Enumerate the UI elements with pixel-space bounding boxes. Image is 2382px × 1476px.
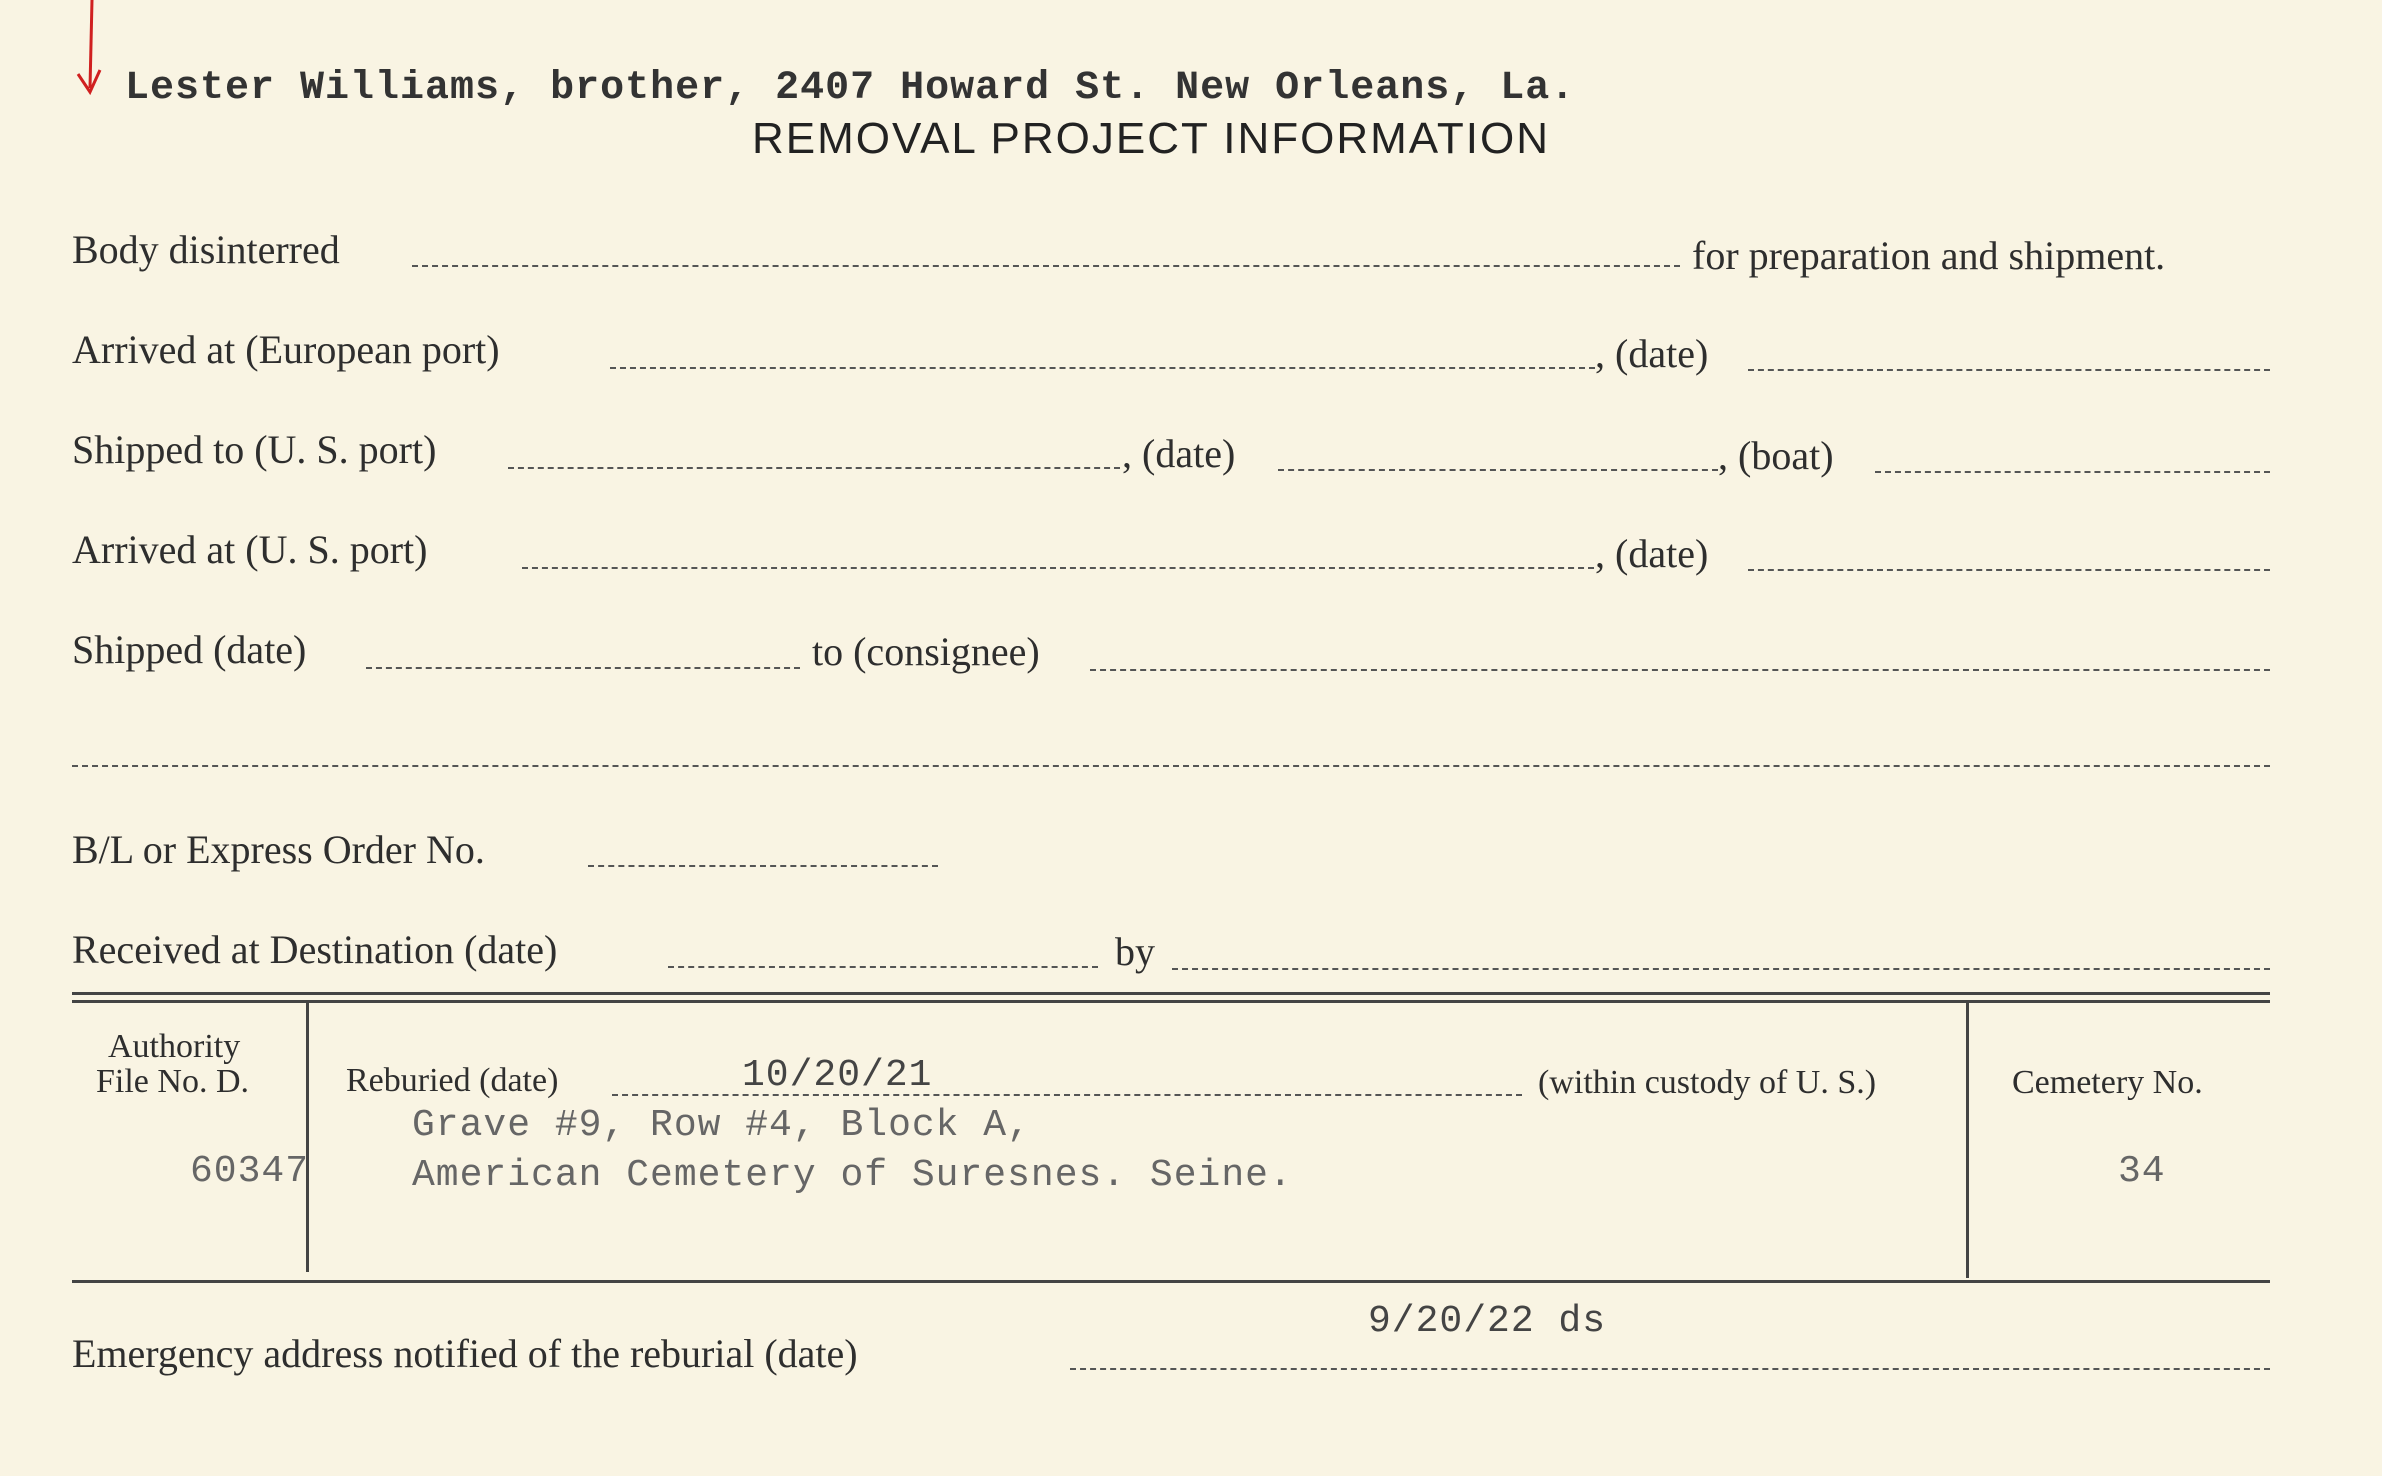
reburied-date: 10/20/21	[742, 1054, 933, 1097]
file-no-value: 60347	[190, 1150, 310, 1193]
blank-consignee-continued	[72, 765, 2270, 767]
blank-date-3	[1748, 569, 2270, 571]
blank-consignee	[1090, 669, 2270, 671]
blank-received-date	[668, 966, 1098, 968]
label-boat: , (boat)	[1718, 433, 1834, 478]
cemetery-no-label: Cemetery No.	[2012, 1064, 2203, 1101]
label-date-2: , (date)	[1122, 431, 1236, 476]
typed-header-line: Lester Williams, brother, 2407 Howard St. New Orleans, La.	[125, 66, 1576, 111]
blank-boat	[1875, 471, 2270, 473]
table-divider-right	[1966, 1002, 1969, 1278]
label-shipped-to: Shipped to (U. S. port)	[72, 427, 437, 472]
blank-emergency-date	[1070, 1368, 2270, 1370]
blank-date-2	[1278, 469, 1718, 471]
authority-label: Authority	[108, 1028, 241, 1065]
label-by: by	[1115, 929, 1155, 974]
label-to-consignee: to (consignee)	[812, 629, 1040, 674]
custody-label: (within custody of U. S.)	[1538, 1064, 1877, 1101]
label-received: Received at Destination (date)	[72, 927, 558, 972]
label-for-preparation: for preparation and shipment.	[1692, 233, 2166, 278]
emergency-label: Emergency address notified of the reburial (date)	[72, 1331, 858, 1376]
table-top-rule-2	[72, 1000, 2270, 1003]
blank-date-1	[1748, 369, 2270, 371]
label-arrived-us: Arrived at (U. S. port)	[72, 527, 428, 572]
blank-arrived-european	[610, 367, 1595, 369]
card-title: REMOVAL PROJECT INFORMATION	[752, 114, 1550, 163]
table-divider-left	[306, 1002, 309, 1272]
file-no-label: File No. D.	[96, 1063, 249, 1100]
blank-shipped-to	[508, 467, 1120, 469]
table-bottom-rule	[72, 1280, 2270, 1283]
cemetery-name: American Cemetery of Suresnes. Seine.	[412, 1154, 1293, 1197]
label-bl-order: B/L or Express Order No.	[72, 827, 485, 872]
label-shipped-date: Shipped (date)	[72, 627, 307, 672]
blank-body-disinterred	[412, 265, 1680, 267]
label-date-3: , (date)	[1595, 531, 1709, 576]
label-arrived-european: Arrived at (European port)	[72, 327, 500, 372]
label-body-disinterred: Body disinterred	[72, 227, 340, 272]
reburied-label: Reburied (date)	[346, 1062, 559, 1099]
grave-location: Grave #9, Row #4, Block A,	[412, 1104, 1031, 1147]
label-date-1: , (date)	[1595, 331, 1709, 376]
emergency-date: 9/20/22 ds	[1368, 1300, 1607, 1343]
cemetery-no-value: 34	[2118, 1150, 2166, 1193]
blank-arrived-us	[522, 567, 1594, 569]
blank-received-by	[1172, 968, 2270, 970]
red-arrow-icon	[70, 0, 110, 100]
blank-bl-order	[588, 865, 938, 867]
table-top-rule-1	[72, 992, 2270, 995]
blank-shipped-date	[366, 667, 800, 669]
